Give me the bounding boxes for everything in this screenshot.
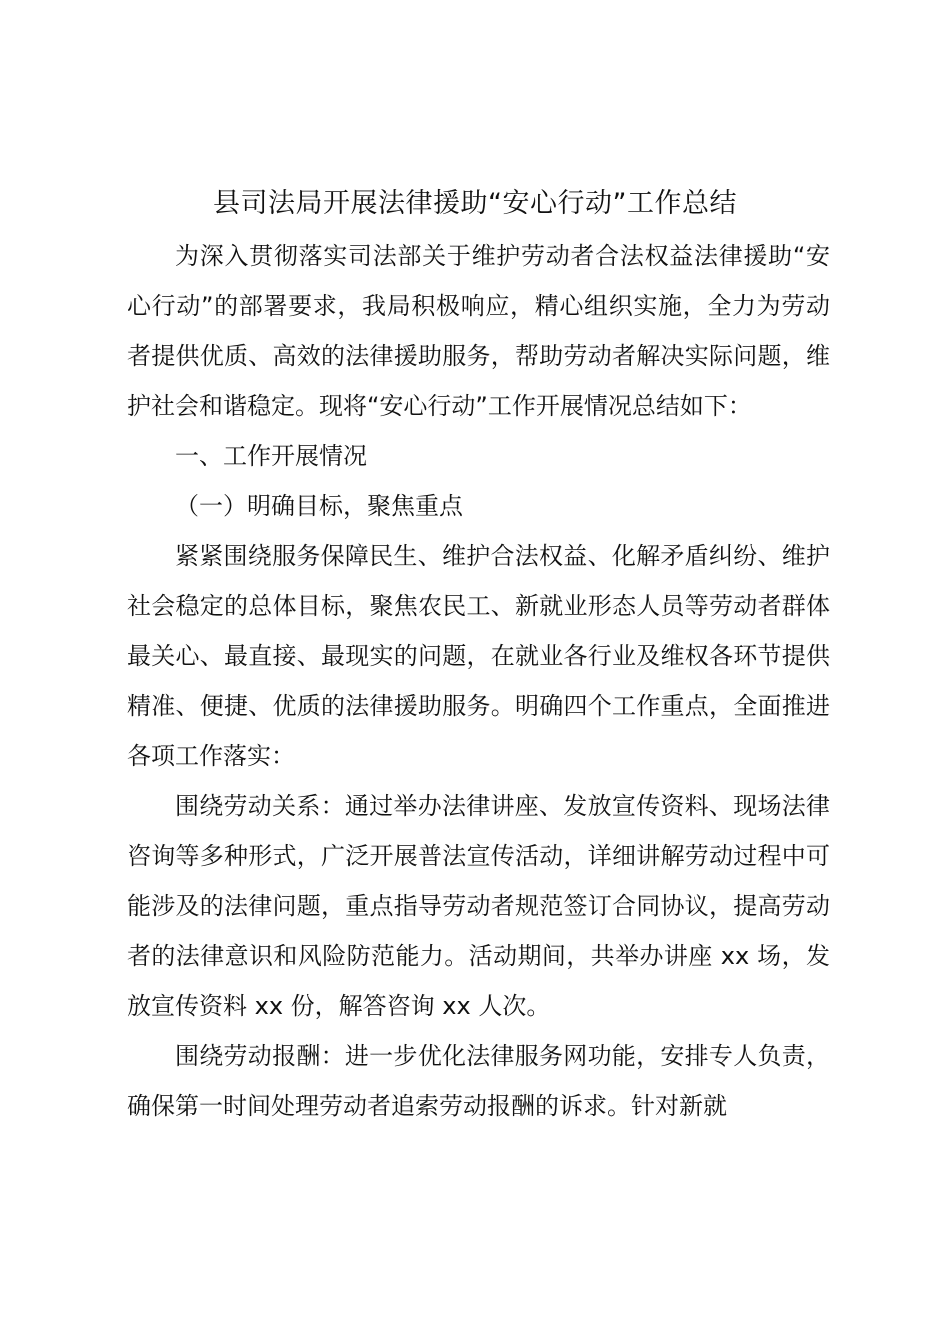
subsection-heading-1: （一）明确目标，聚焦重点 bbox=[175, 492, 463, 520]
paragraph-labor-pay: 围绕劳动报酬：进一步优化法律服务网功能，安排专人负责，确保第一时间处理劳动者追索劳动报酬的诉求。针对新就 bbox=[127, 1042, 830, 1120]
paragraph-goals: 紧紧围绕服务保障民生、维护合法权益、化解矛盾纠纷、维护社会稳定的总体目标，聚焦农民工、新就业形态人员等劳动者群体最关心、最直接、最现实的问题，在就业各行业及维权各环节提供精准、便捷、优质的法律援助服务。明确四个工作重点，全面推进各项工作落实： bbox=[127, 542, 830, 770]
paragraph-intro: 为深入贯彻落实司法部关于维护劳动者合法权益法律援助“安心行动”的部署要求，我局积极响应，精心组织实施，全力为劳动者提供优质、高效的法律援助服务，帮助劳动者解决实际问题，维护社会和谐稳定。现将“安心行动”工作开展情况总结如下： bbox=[127, 242, 830, 420]
paragraph-labor-relations: 围绕劳动关系：通过举办法律讲座、发放宣传资料、现场法律咨询等多种形式，广泛开展普法宣传活动，详细讲解劳动过程中可能涉及的法律问题，重点指导劳动者规范签订合同协议，提高劳动者的法律意识和风险防范能力。活动期间，共举办讲座 xx 场，发放宣传资料 xx 份，解答咨询 xx 人次。 bbox=[127, 792, 830, 1020]
document-body bbox=[127, 231, 830, 1131]
section-heading-1: 一、工作开展情况 bbox=[175, 442, 367, 470]
document-title: 县司法局开展法律援助“安心行动”工作总结 bbox=[213, 188, 737, 219]
